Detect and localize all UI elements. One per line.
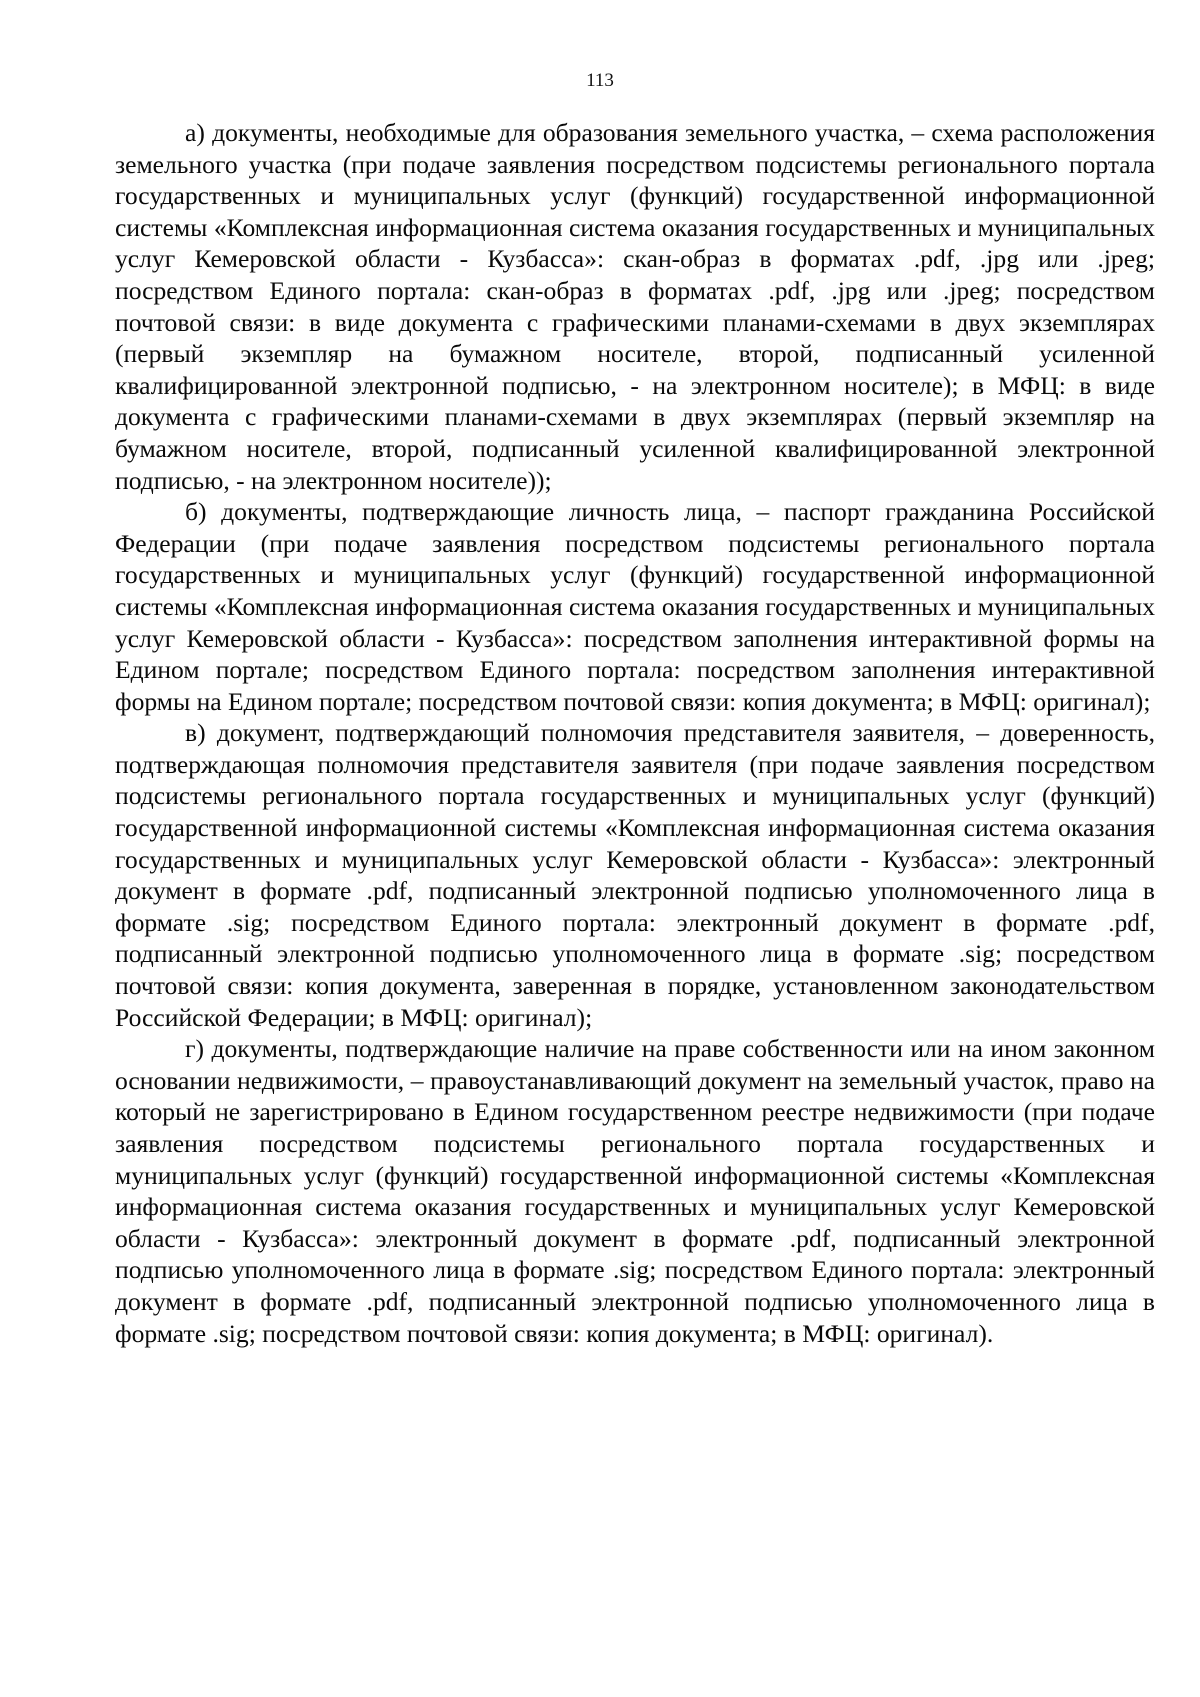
paragraph-g: г) документы, подтверждающие наличие на праве собственности или на ином законном основании недвижимости, – правоустанавливающий документ на земельный участок, право на который не зарегистрировано в Едином государственном реестре недвижимости (при подаче заявления посредством подсистемы регионального портала государственных и муниципальных услуг (функций) государственной информационной системы «Комплексная информационная система оказания государственных и муниципальных услуг Кемеровской области - Кузбасса»: электронный документ в формате .pdf, подписанный электронной подписью уполномоченного лица в формате .sig; посредством Единого портала: электронный документ в формате .pdf, подписанный электронной подписью уполномоченного лица в формате .sig; посредством почтовой связи: копия документа; в МФЦ: оригинал). xyxy=(115,1034,1155,1348)
page-number: 113 xyxy=(586,70,614,91)
paragraph-b: б) документы, подтверждающие личность лица, – паспорт гражданина Российской Федерации (при подаче заявления посредством подсистемы регионального портала государственных и муниципальных услуг (функций) государственной информационной системы «Комплексная информационная система оказания государственных и муниципальных услуг Кемеровской области - Кузбасса»: посредством заполнения интерактивной формы на Едином портале; посредством Единого портала: посредством заполнения интерактивной формы на Едином портале; посредством почтовой связи: копия документа; в МФЦ: оригинал); xyxy=(115,497,1155,716)
paragraph-a: а) документы, необходимые для образования земельного участка, – схема расположения земельного участка (при подаче заявления посредством подсистемы регионального портала государственных и муниципальных услуг (функций) государственной информационной системы «Комплексная информационная система оказания государственных и муниципальных услуг Кемеровской области - Кузбасса»: скан-образ в форматах .pdf, .jpg или .jpeg; посредством Единого портала: скан-образ в форматах .pdf, .jpg или .jpeg; посредством почтовой связи: в виде документа с графическими планами-схемами в двух экземплярах (первый экземпляр на бумажном носителе, второй, подписанный усиленной квалифицированной электронной подписью, - на электронном носителе); в МФЦ: в виде документа с графическими планами-схемами в двух экземплярах (первый экземпляр на бумажном носителе, второй, подписанный усиленной квалифицированной электронной подписью, - на электронном носителе)); xyxy=(115,118,1155,495)
paragraph-v: в) документ, подтверждающий полномочия представителя заявителя, – доверенность, подтверждающая полномочия представителя заявителя (при подаче заявления посредством подсистемы регионального портала государственных и муниципальных услуг (функций) государственной информационной системы «Комплексная информационная система оказания государственных и муниципальных услуг Кемеровской области - Кузбасса»: электронный документ в формате .pdf, подписанный электронной подписью уполномоченного лица в формате .sig; посредством Единого портала: электронный документ в формате .pdf, подписанный электронной подписью уполномоченного лица в формате .sig; посредством почтовой связи: копия документа, заверенная в порядке, установленном законодательством Российской Федерации; в МФЦ: оригинал); xyxy=(115,718,1155,1032)
document-body xyxy=(115,117,1155,1349)
